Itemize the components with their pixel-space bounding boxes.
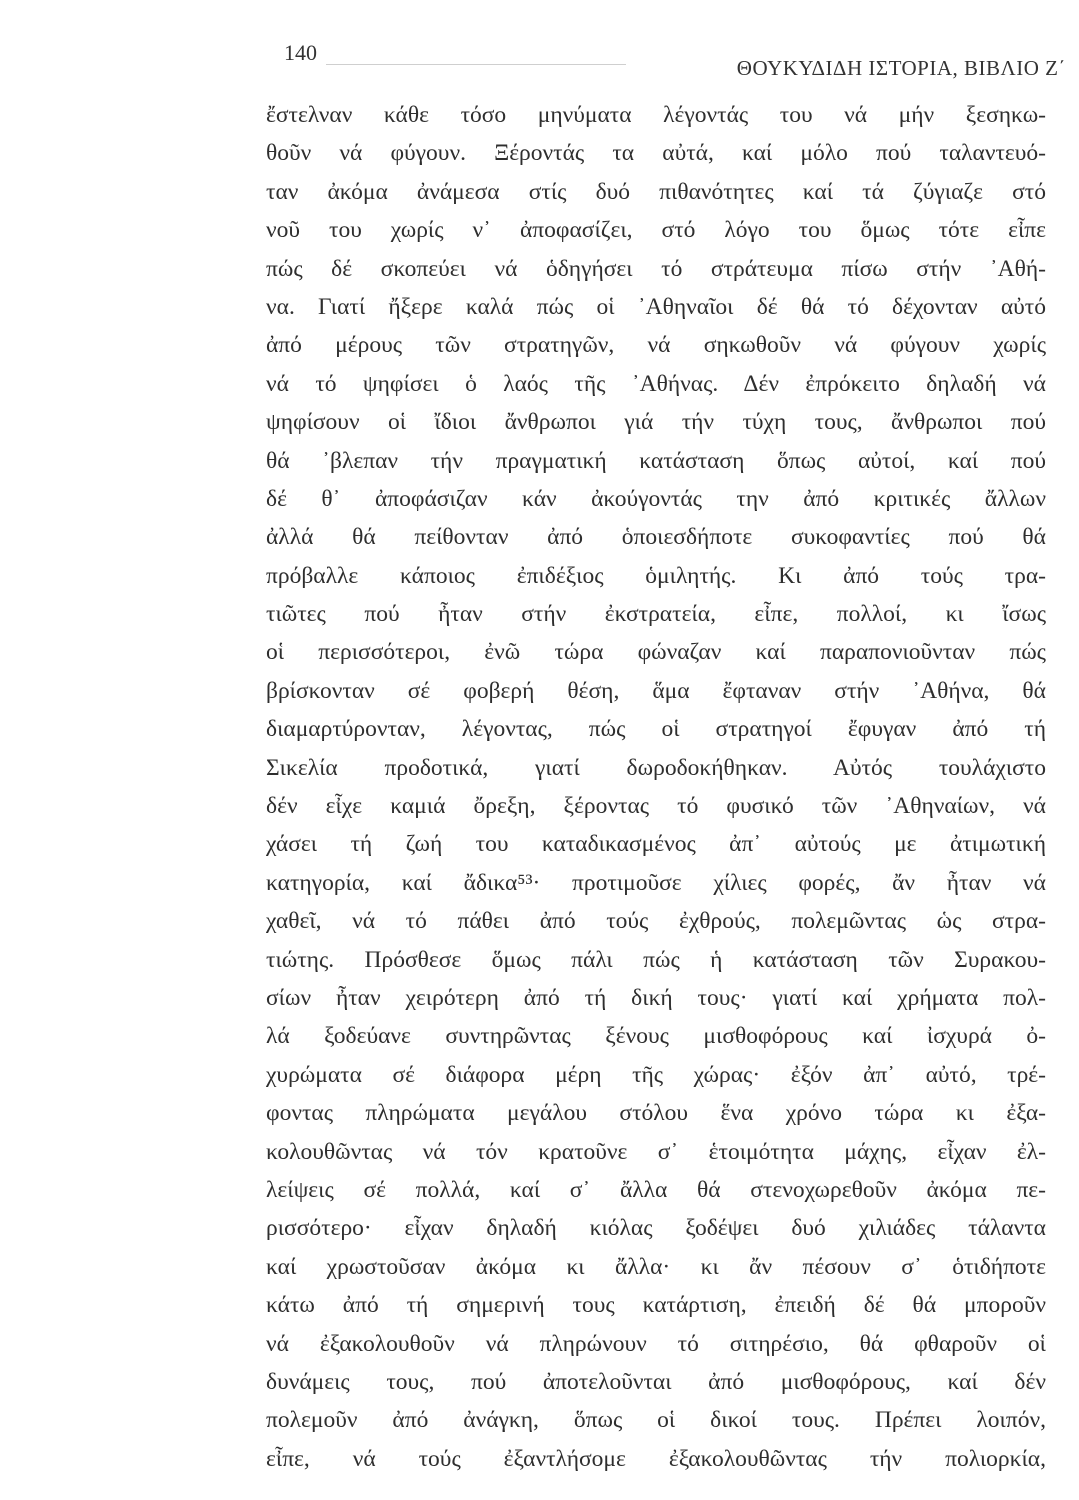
- text-line: ψηφίσουν οἱ ἴδιοι ἄνθρωποι γιά τήν τύχη τους, ἄνθρωποι πού: [266, 409, 1046, 436]
- text-line: νά ἐξακολουθοῦν νά πληρώνουν τό σιτηρέσιο, θά φθαροῦν οἱ: [266, 1330, 1046, 1357]
- body-text: [266, 96, 1046, 1478]
- text-line: καί χρωστοῦσαν ἀκόμα κι ἄλλα· κι ἄν πέσουν σ᾽ ὁτιδήποτε: [266, 1253, 1046, 1280]
- text-line: Σικελία προδοτικά, γιατί δωροδοκήθηκαν. Αὐτός τουλάχιστο: [266, 754, 1046, 781]
- text-line: κάτω ἀπό τή σημερινή τους κατάρτιση, ἐπειδή δέ θά μποροῦν: [266, 1292, 1046, 1319]
- text-line: εἶπε, νά τούς ἐξαντλήσομε ἐξακολουθῶντας τήν πολιορκία,: [266, 1445, 1046, 1472]
- text-line: θά ᾽βλεπαν τήν πραγματική κατάσταση ὅπως αὐτοί, καί πού: [266, 447, 1046, 474]
- text-line: πολεμοῦν ἀπό ἀνάγκη, ὅπως οἱ δικοί τους. Πρέπει λοιπόν,: [266, 1407, 1046, 1434]
- text-line: διαμαρτύρονταν, λέγοντας, πώς οἱ στρατηγοί ἔφυγαν ἀπό τή: [266, 716, 1046, 743]
- page-header: [284, 38, 1074, 78]
- text-line: ἀπό μέρους τῶν στρατηγῶν, νά σηκωθοῦν νά φύγουν χωρίς: [266, 332, 1046, 359]
- text-line: κολουθῶντας νά τόν κρατοῦνε σ᾽ ἑτοιμότητα μάχης, εἶχαν ἐλ-: [266, 1138, 1046, 1165]
- text-line: δέν εἶχε καμιά ὄρεξη, ξέροντας τό φυσικό τῶν ᾽Αθηναίων, νά: [266, 793, 1046, 820]
- text-line: νοῦ του χωρίς ν᾽ ἀποφασίζει, στό λόγο του ὅμως τότε εἶπε: [266, 217, 1046, 244]
- text-line: βρίσκονταν σέ φοβερή θέση, ἅμα ἔφταναν στήν ᾽Αθήνα, θά: [266, 677, 1046, 704]
- text-line: τιώτης. Πρόσθεσε ὅμως πάλι πώς ἡ κατάσταση τῶν Συρακου-: [266, 946, 1046, 973]
- text-line: δέ θ᾽ ἀποφάσιζαν κάν ἀκούγοντάς την ἀπό κριτικές ἄλλων: [266, 485, 1046, 512]
- text-line: κατηγορία, καί ἄδικα⁵³· προτιμοῦσε χίλιες φορές, ἄν ἦταν νά: [266, 869, 1046, 896]
- text-line: πώς δέ σκοπεύει νά ὁδηγήσει τό στράτευμα πίσω στήν ᾽Αθή-: [266, 255, 1046, 282]
- text-line: χάσει τή ζωή του καταδικασμένος ἀπ᾽ αὐτούς με ἀτιμωτική: [266, 831, 1046, 858]
- text-line: χαθεῖ, νά τό πάθει ἀπό τούς ἐχθρούς, πολεμῶντας ὡς στρα-: [266, 908, 1046, 935]
- text-line: πρόβαλλε κάποιος ἐπιδέξιος ὁμιλητής. Κι ἀπό τούς τρα-: [266, 562, 1046, 589]
- page-number: 140: [284, 40, 317, 65]
- text-line: να. Γιατί ἤξερε καλά πώς οἱ ᾽Αθηναῖοι δέ θά τό δέχονταν αὐτό: [266, 293, 1046, 320]
- text-line: ἀλλά θά πείθονταν ἀπό ὁποιεσδήποτε συκοφαντίες πού θά: [266, 524, 1046, 551]
- text-line: οἱ περισσότεροι, ἐνῶ τώρα φώναζαν καί παραπονιοῦνταν πώς: [266, 639, 1046, 666]
- text-line: θοῦν νά φύγουν. Ξέροντάς τα αὐτά, καί μόλο πού ταλαντευό-: [266, 140, 1046, 167]
- text-line: λείψεις σέ πολλά, καί σ᾽ ἄλλα θά στενοχωρεθοῦν ἀκόμα πε-: [266, 1176, 1046, 1203]
- text-line: νά τό ψηφίσει ὁ λαός τῆς ᾽Αθήνας. Δέν ἐπρόκειτο δηλαδή νά: [266, 370, 1046, 397]
- text-line: σίων ἦταν χειρότερη ἀπό τή δική τους· γιατί καί χρήματα πολ-: [266, 984, 1046, 1011]
- text-line: φοντας πληρώματα μεγάλου στόλου ἕνα χρόνο τώρα κι ἐξα-: [266, 1100, 1046, 1127]
- text-line: ἔστελναν κάθε τόσο μηνύματα λέγοντάς του νά μήν ξεσηκω-: [266, 102, 1046, 128]
- text-line: λά ξοδεύανε συντηρῶντας ξένους μισθοφόρους καί ἰσχυρά ὀ-: [266, 1023, 1046, 1050]
- text-line: χυρώματα σέ διάφορα μέρη τῆς χώρας· ἐξόν ἀπ᾽ αὐτό, τρέ-: [266, 1061, 1046, 1088]
- text-line: ρισσότερο· εἶχαν δηλαδή κιόλας ξοδέψει δυό χιλιάδες τάλαντα: [266, 1215, 1046, 1242]
- text-line: τιῶτες πού ἦταν στήν ἐκστρατεία, εἶπε, πολλοί, κι ἴσως: [266, 601, 1046, 628]
- text-line: ταν ἀκόμα ἀνάμεσα στίς δυό πιθανότητες καί τά ζύγιαζε στό: [266, 178, 1046, 205]
- running-title: ΘΟΥΚΥΔΙΔΗ ΙΣΤΟΡΙΑ, ΒΙΒΛΙΟ Ζ΄: [736, 56, 1066, 80]
- header-rule: [326, 64, 626, 65]
- text-line: δυνάμεις τους, πού ἀποτελοῦνται ἀπό μισθοφόρους, καί δέν: [266, 1368, 1046, 1395]
